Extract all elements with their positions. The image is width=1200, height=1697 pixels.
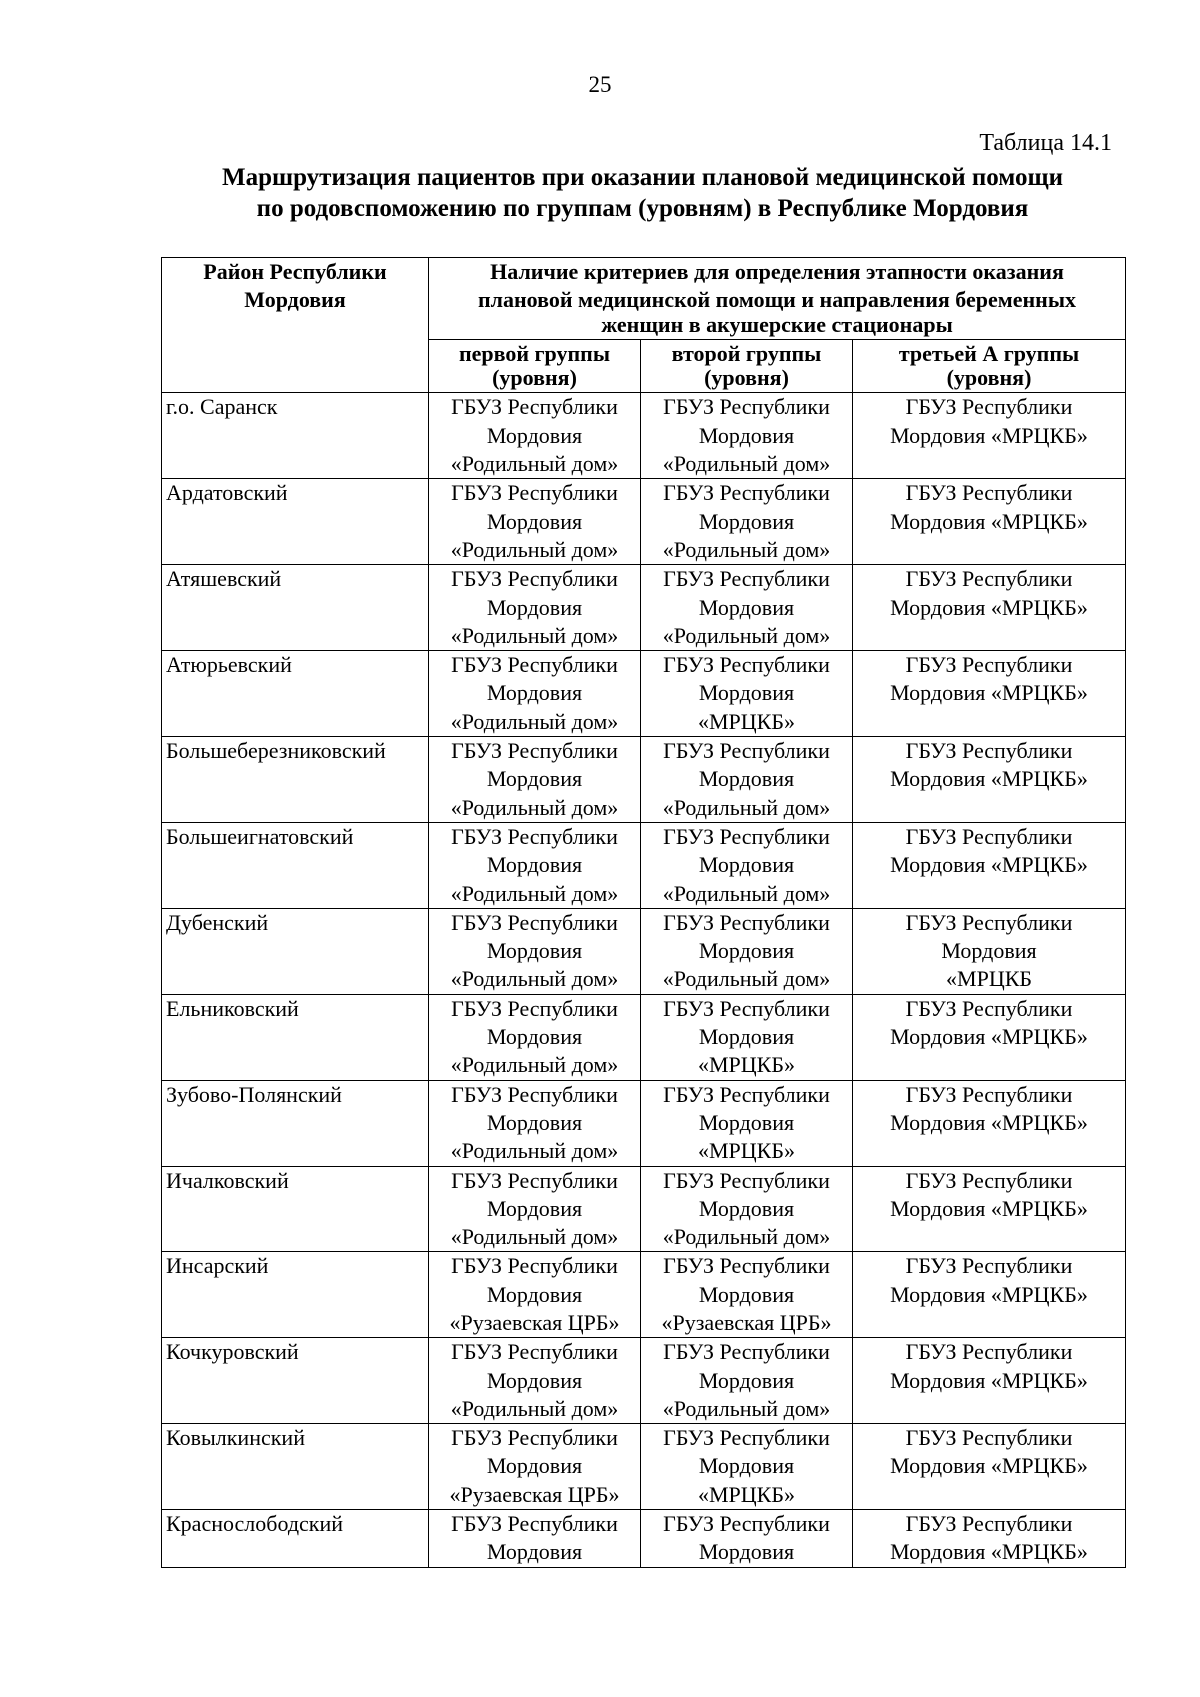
cell-line: Мордовия: [698, 766, 795, 792]
cell-line: «Рузаевская ЦРБ»: [449, 1481, 620, 1507]
group-3a-cell: [853, 1252, 1126, 1338]
district-cell: Инсарский: [162, 1252, 429, 1338]
table-row: [162, 1166, 1126, 1252]
cell-line: Мордовия «МРЦКБ»: [890, 1024, 1088, 1050]
cell-line: ГБУЗ Республики: [905, 480, 1073, 506]
cell-line: «Родильный дом»: [662, 794, 831, 820]
cell-line: Мордовия: [486, 1109, 583, 1135]
cell-line: Мордовия: [486, 766, 583, 792]
cell-line: «Родильный дом»: [662, 451, 831, 477]
header-group-3a: [853, 339, 1126, 393]
group-2-cell: [641, 651, 853, 737]
cell-line: Мордовия: [698, 1195, 795, 1221]
table-row: [162, 994, 1126, 1080]
cell-line: ГБУЗ Республики: [905, 1253, 1073, 1279]
group-2-cell: [641, 994, 853, 1080]
group-3a-cell: [853, 651, 1126, 737]
cell-line: «Родильный дом»: [450, 794, 619, 820]
cell-line: Мордовия «МРЦКБ»: [890, 594, 1088, 620]
cell-line: «Родильный дом»: [450, 880, 619, 906]
group-3a-cell: [853, 822, 1126, 908]
cell-line: «Родильный дом»: [450, 1138, 619, 1164]
cell-line: ГБУЗ Республики: [451, 1425, 618, 1451]
page-number: 25: [588, 72, 612, 97]
cell-line: ГБУЗ Республики: [663, 480, 830, 506]
table-label: Таблица 14.1: [979, 130, 1112, 156]
group-3a-cell: [853, 994, 1126, 1080]
cell-line: «Родильный дом»: [450, 1052, 619, 1078]
cell-line: «Родильный дом»: [450, 966, 619, 992]
table-row: [162, 565, 1126, 651]
district-cell: Ковылкинский: [162, 1424, 429, 1510]
cell-line: ГБУЗ Республики: [663, 738, 830, 764]
header-criteria: [429, 258, 1126, 340]
cell-line: Мордовия: [698, 1453, 795, 1479]
cell-line: Мордовия «МРЦКБ»: [890, 766, 1088, 792]
cell-line: «Родильный дом»: [662, 880, 831, 906]
group-3a-cell: [853, 393, 1126, 479]
group-2-cell: [641, 479, 853, 565]
group-1-cell: [429, 479, 641, 565]
cell-line: ГБУЗ Республики: [663, 394, 830, 420]
group-3a-cell: [853, 1338, 1126, 1424]
cell-line: Мордовия: [486, 1281, 583, 1307]
cell-line: Мордовия: [486, 1453, 583, 1479]
cell-line: Мордовия: [486, 1367, 583, 1393]
cell-line: ГБУЗ Республики: [905, 909, 1073, 935]
district-cell: Кочкуровский: [162, 1338, 429, 1424]
cell-line: Мордовия «МРЦКБ»: [890, 1109, 1088, 1135]
cell-line: «Родильный дом»: [450, 1395, 619, 1421]
cell-line: ГБУЗ Республики: [905, 394, 1073, 420]
group-2-cell: [641, 1166, 853, 1252]
cell-line: «Родильный дом»: [450, 1224, 619, 1250]
title-line: по родовспоможению по группам (уровням) в Республике Мордовия: [256, 195, 1029, 222]
district-cell: Ардатовский: [162, 479, 429, 565]
cell-line: Мордовия «МРЦКБ»: [890, 1539, 1088, 1565]
cell-line: ГБУЗ Республики: [663, 1511, 830, 1537]
cell-line: Мордовия: [486, 852, 583, 878]
cell-line: Мордовия: [486, 680, 583, 706]
cell-line: «Родильный дом»: [450, 451, 619, 477]
cell-line: Мордовия «МРЦКБ»: [890, 1367, 1088, 1393]
cell-line: Мордовия: [486, 1024, 583, 1050]
group-3a-cell: [853, 1510, 1126, 1568]
cell-line: Мордовия: [698, 1367, 795, 1393]
district-cell: г.о. Саранск: [162, 393, 429, 479]
cell-line: Мордовия: [486, 1539, 583, 1565]
group-3a-cell: [853, 565, 1126, 651]
cell-line: ГБУЗ Республики: [663, 823, 830, 849]
routing-table: [161, 257, 1126, 1568]
cell-line: ГБУЗ Республики: [905, 566, 1073, 592]
header-district: [162, 258, 429, 393]
table-row: [162, 479, 1126, 565]
group-2-cell: [641, 1510, 853, 1568]
group-2-cell: [641, 1338, 853, 1424]
header-group-1: [429, 339, 641, 393]
group-1-cell: [429, 1166, 641, 1252]
cell-line: «Родильный дом»: [450, 536, 619, 562]
cell-line: Мордовия: [698, 508, 795, 534]
cell-line: ГБУЗ Республики: [905, 652, 1073, 678]
table-row: [162, 651, 1126, 737]
group-3a-cell: [853, 908, 1126, 994]
header-text: (уровня): [946, 365, 1032, 391]
cell-line: ГБУЗ Республики: [451, 480, 618, 506]
district-cell: Атяшевский: [162, 565, 429, 651]
group-1-cell: [429, 565, 641, 651]
group-1-cell: [429, 1424, 641, 1510]
group-3a-cell: [853, 737, 1126, 823]
cell-line: Мордовия «МРЦКБ»: [890, 1281, 1088, 1307]
cell-line: «МРЦКБ»: [698, 1481, 795, 1507]
group-1-cell: [429, 737, 641, 823]
district-cell: Ичалковский: [162, 1166, 429, 1252]
cell-line: «Родильный дом»: [662, 536, 831, 562]
cell-line: Мордовия «МРЦКБ»: [890, 508, 1088, 534]
table-row: [162, 1424, 1126, 1510]
district-cell: Большеберезниковский: [162, 737, 429, 823]
header-text: Наличие критериев для определения этапности оказания: [490, 259, 1064, 284]
cell-line: ГБУЗ Республики: [905, 1339, 1073, 1365]
cell-line: Мордовия: [698, 594, 795, 620]
cell-line: Мордовия: [698, 1539, 795, 1565]
cell-line: «Рузаевская ЦРБ»: [449, 1309, 620, 1335]
cell-line: Мордовия: [941, 938, 1037, 964]
group-1-cell: [429, 822, 641, 908]
district-cell: Атюрьевский: [162, 651, 429, 737]
group-2-cell: [641, 1424, 853, 1510]
group-2-cell: [641, 1252, 853, 1338]
cell-line: ГБУЗ Республики: [905, 995, 1073, 1021]
group-1-cell: [429, 1510, 641, 1568]
table-body: [162, 393, 1126, 1567]
cell-line: «Рузаевская ЦРБ»: [661, 1309, 832, 1335]
group-1-cell: [429, 908, 641, 994]
cell-line: Мордовия: [486, 938, 583, 964]
cell-line: «Родильный дом»: [450, 708, 619, 734]
cell-line: Мордовия «МРЦКБ»: [890, 680, 1088, 706]
group-2-cell: [641, 565, 853, 651]
cell-line: Мордовия: [698, 938, 795, 964]
header-row: [162, 258, 1126, 340]
cell-line: ГБУЗ Республики: [451, 738, 618, 764]
district-cell: Дубенский: [162, 908, 429, 994]
group-1-cell: [429, 1252, 641, 1338]
group-2-cell: [641, 1080, 853, 1166]
header-group-2: [641, 339, 853, 393]
cell-line: «Родильный дом»: [662, 1395, 831, 1421]
header-text: женщин в акушерские стационары: [601, 311, 953, 337]
group-1-cell: [429, 994, 641, 1080]
group-1-cell: [429, 651, 641, 737]
cell-line: ГБУЗ Республики: [663, 1339, 830, 1365]
cell-line: ГБУЗ Республики: [451, 1081, 618, 1107]
group-2-cell: [641, 822, 853, 908]
group-1-cell: [429, 393, 641, 479]
cell-line: Мордовия: [486, 508, 583, 534]
cell-line: Мордовия: [486, 422, 583, 448]
cell-line: ГБУЗ Республики: [451, 394, 618, 420]
group-1-cell: [429, 1338, 641, 1424]
header-text: третьей А группы: [898, 340, 1080, 366]
group-3a-cell: [853, 1166, 1126, 1252]
header-text: второй группы: [671, 340, 822, 366]
cell-line: ГБУЗ Республики: [451, 1511, 618, 1537]
header-text: первой группы: [458, 340, 611, 366]
cell-line: Мордовия: [698, 1024, 795, 1050]
table-row: [162, 1510, 1126, 1568]
group-1-cell: [429, 1080, 641, 1166]
cell-line: Мордовия: [486, 594, 583, 620]
cell-line: Мордовия: [698, 1281, 795, 1307]
cell-line: ГБУЗ Республики: [451, 995, 618, 1021]
cell-line: ГБУЗ Республики: [663, 1081, 830, 1107]
group-2-cell: [641, 737, 853, 823]
cell-line: «МРЦКБ»: [698, 1138, 795, 1164]
cell-line: ГБУЗ Республики: [663, 1167, 830, 1193]
district-cell: Ельниковский: [162, 994, 429, 1080]
table-row: [162, 393, 1126, 479]
cell-line: ГБУЗ Республики: [905, 1081, 1073, 1107]
cell-line: ГБУЗ Республики: [451, 1339, 618, 1365]
cell-line: ГБУЗ Республики: [905, 738, 1073, 764]
cell-line: «Родильный дом»: [662, 1224, 831, 1250]
cell-line: «Родильный дом»: [662, 966, 831, 992]
cell-line: ГБУЗ Республики: [451, 823, 618, 849]
header-text: (уровня): [704, 365, 789, 391]
cell-line: ГБУЗ Республики: [905, 1425, 1073, 1451]
table-row: [162, 1338, 1126, 1424]
cell-line: ГБУЗ Республики: [905, 1167, 1073, 1193]
cell-line: ГБУЗ Республики: [451, 1167, 618, 1193]
cell-line: Мордовия: [698, 680, 795, 706]
cell-line: ГБУЗ Республики: [451, 909, 618, 935]
cell-line: ГБУЗ Республики: [663, 995, 830, 1021]
group-3a-cell: [853, 1080, 1126, 1166]
header-text: Район Республики: [203, 259, 387, 284]
cell-line: «МРЦКБ»: [698, 708, 795, 734]
cell-line: Мордовия: [698, 422, 795, 448]
cell-line: Мордовия: [698, 1109, 795, 1135]
district-cell: Краснослободский: [162, 1510, 429, 1568]
table-row: [162, 908, 1126, 994]
district-cell: Большеигнатовский: [162, 822, 429, 908]
cell-line: ГБУЗ Республики: [663, 566, 830, 592]
table-row: [162, 822, 1126, 908]
cell-line: ГБУЗ Республики: [451, 566, 618, 592]
cell-line: Мордовия «МРЦКБ»: [890, 1453, 1088, 1479]
table-row: [162, 737, 1126, 823]
table-row: [162, 1080, 1126, 1166]
document-title: [150, 162, 1135, 224]
cell-line: «Родильный дом»: [450, 622, 619, 648]
group-3a-cell: [853, 479, 1126, 565]
cell-line: ГБУЗ Республики: [451, 1253, 618, 1279]
cell-line: ГБУЗ Республики: [663, 652, 830, 678]
district-cell: Зубово-Полянский: [162, 1080, 429, 1166]
cell-line: ГБУЗ Республики: [451, 652, 618, 678]
cell-line: Мордовия «МРЦКБ»: [890, 422, 1088, 448]
cell-line: ГБУЗ Республики: [905, 823, 1073, 849]
cell-line: «МРЦКБ: [946, 966, 1033, 992]
header-text: (уровня): [492, 365, 577, 391]
header-text: плановой медицинской помощи и направления беременных: [477, 287, 1077, 313]
header-text: Мордовия: [244, 287, 346, 313]
title-line: Маршрутизация пациентов при оказании плановой медицинской помощи: [221, 164, 1063, 191]
group-3a-cell: [853, 1424, 1126, 1510]
table-row: [162, 1252, 1126, 1338]
cell-line: «МРЦКБ»: [698, 1052, 795, 1078]
cell-line: ГБУЗ Республики: [663, 909, 830, 935]
cell-line: ГБУЗ Республики: [905, 1511, 1073, 1537]
group-2-cell: [641, 908, 853, 994]
cell-line: «Родильный дом»: [662, 622, 831, 648]
cell-line: Мордовия: [698, 852, 795, 878]
cell-line: ГБУЗ Республики: [663, 1425, 830, 1451]
group-2-cell: [641, 393, 853, 479]
cell-line: ГБУЗ Республики: [663, 1253, 830, 1279]
cell-line: Мордовия «МРЦКБ»: [890, 852, 1088, 878]
cell-line: Мордовия «МРЦКБ»: [890, 1195, 1088, 1221]
cell-line: Мордовия: [486, 1195, 583, 1221]
